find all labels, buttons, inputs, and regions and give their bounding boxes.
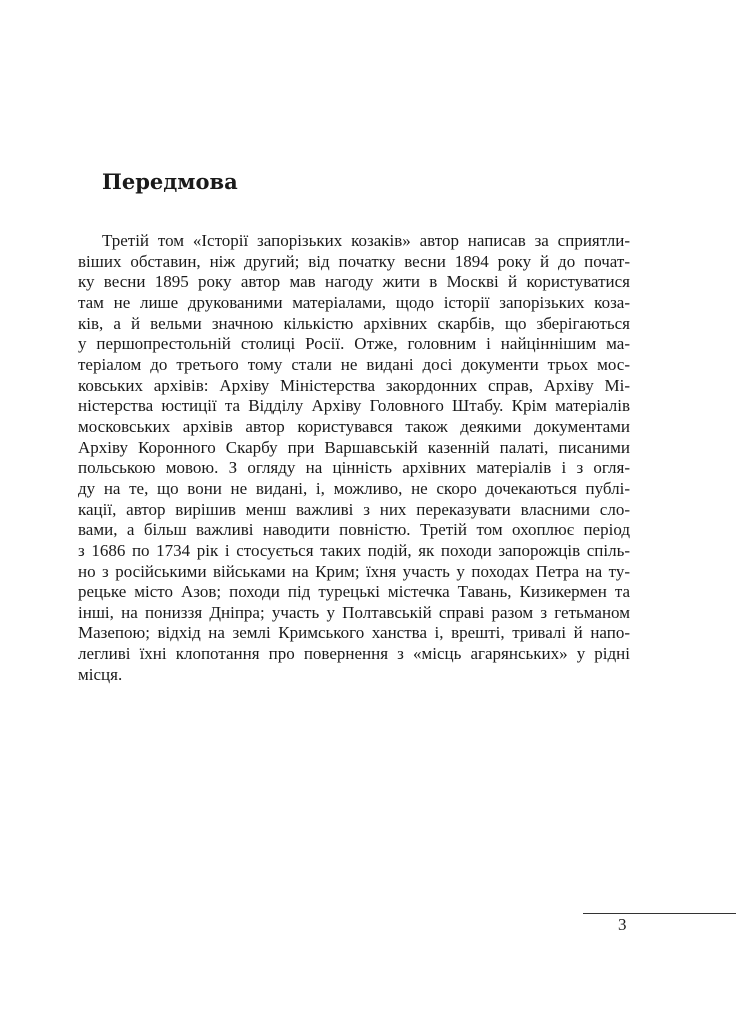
text-line: ду на те, що вони не видані, і, можливо, не скоро дочекаються публі- xyxy=(78,478,630,498)
text-line: інші, на пониззя Дніпра; участь у Полтавській справі разом з гетьманом xyxy=(78,602,630,622)
text-line: з 1686 по 1734 рік і стосується таких подій, як походи запорожців спіль- xyxy=(78,540,630,560)
text-line: но з російськими військами на Крим; їхня участь у походах Петра на ту- xyxy=(78,561,630,581)
text-line: вами, а більш важливі наводити повністю. Третій том охоплює період xyxy=(78,520,630,540)
text-line: ку весни 1895 року автор мав нагоду жити в Москві й користуватися xyxy=(78,272,630,292)
page-title: Передмова xyxy=(102,169,238,194)
text-line: московських архівів автор користувався також деякими документами xyxy=(78,416,630,436)
footer-rule xyxy=(583,913,736,914)
text-line: ків, а й вельми значною кількістю архівних скарбів, що зберігаються xyxy=(78,313,630,333)
text-line: ковських архівів: Архіву Міністерства закордонних справ, Архіву Мі- xyxy=(78,375,630,395)
text-line: Архіву Коронного Скарбу при Варшавській казенній палаті, писаними xyxy=(78,437,630,457)
text-line: рецьке місто Азов; походи під турецькі містечка Тавань, Кизикермен та xyxy=(78,582,630,602)
page-number: 3 xyxy=(618,915,627,934)
preface-paragraph xyxy=(78,231,630,685)
text-line: кації, автор вирішив менш важливі з них переказувати власними сло- xyxy=(78,499,630,519)
text-line: теріалом до третього тому стали не видані досі документи трьох мос- xyxy=(78,354,630,374)
text-line: легливі їхні клопотання про повернення з «місць агарянських» у рідні xyxy=(78,644,630,664)
text-line: місця. xyxy=(78,664,123,684)
text-line: ністерства юстиції та Відділу Архіву Головного Штабу. Крім матеріалів xyxy=(78,396,630,416)
text-line: польською мовою. З огляду на цінність архівних матеріалів і з огля- xyxy=(78,458,630,478)
text-line: у першопрестольній столиці Росії. Отже, головним і найціннішим ма- xyxy=(78,334,630,354)
text-line: там не лише друкованими матеріалами, щодо історії запорізьких коза- xyxy=(78,292,630,312)
text-line: Третій том «Історії запорізьких козаків» автор написав за сприятли- xyxy=(102,231,630,250)
text-line: Мазепою; відхід на землі Кримського ханства і, врешті, тривалі й напо- xyxy=(78,623,630,643)
text-line: віших обставин, ніж другий; від початку весни 1894 року й до почат- xyxy=(78,251,630,271)
